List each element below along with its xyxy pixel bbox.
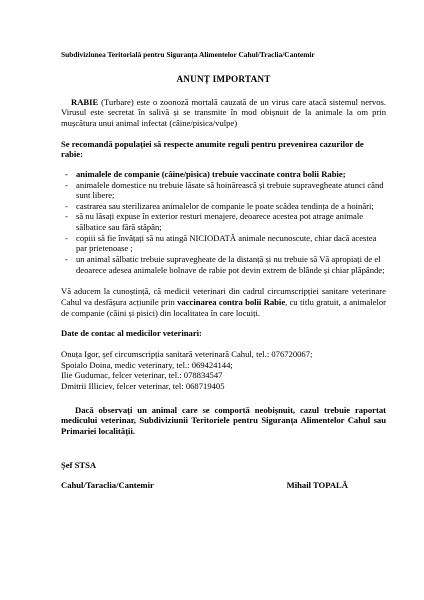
rabies-intro-paragraph [61, 97, 386, 129]
contact-line: Ilie Gudumac, felcer veterinar, tel.: 078834547 [61, 370, 223, 381]
rule-item: - animalele domestice nu trebuie lăsate să hoinărească și trebuie supravegheate atunci când sunt libere; [65, 180, 386, 201]
contacts-list [61, 349, 386, 392]
contact-line: Onuța Igor, șef circumscripția sanitară veterinară Cahul, tel.: 076720067; [61, 349, 313, 360]
announcement-title: ANUNȚ IMPORTANT [176, 74, 271, 85]
rule-item: - copiii să fie învățați să nu atingă NICIODATĂ animale necunoscute, chiar dacă acestea par prietenoase ; [65, 233, 386, 254]
signature-region: Cahul/Taraclia/Cantemir [61, 480, 154, 491]
signature-block [61, 460, 386, 491]
rabies-term: RABIE [71, 96, 99, 107]
signature-name: Mihail TOPALĂ [286, 480, 348, 491]
contact-line: Spoialo Doina, medic veterinary, tel.: 069424144; [61, 359, 233, 370]
rabies-description: (Turbare) este o zoonoză mortală cauzată de un virus care atacă sistemul nervos. Virusul este secretat în salivă și se transmite în mod obișnuit de la animale la om prin mușcătura unui animal infectat (câine/pisica/vulpe) [61, 96, 386, 128]
vaccination-notice-bold: vaccinarea contra bolii Rabie [177, 297, 286, 308]
contact-line: Dmitrii Illiciev, felcer veterinar, tel: 068719405 [61, 381, 225, 392]
contacts-title: Date de contac al medicilor veterinari: [61, 328, 202, 339]
recommendations-title: Se recomandă populației să respecte anumite reguli pentru prevenirea cazurilor de rabie: [61, 138, 364, 160]
rule-item: - un animal sălbatic trebuie supravegheate de la distanță și nu trebuie să Vă apropiați de el deoarece adesea animalele bolnave de rabie pot devin extrem de blânde și chiar plăpânde; [65, 254, 386, 275]
rule-item: - să nu lăsați expuse în exterior resturi menajere, deoarece acestea pot atrage animale sălbatice sau fără stăpân; [65, 211, 386, 232]
vaccination-notice-text-1: Vă aducem la cunoștință, că medicii veterinari din cadrul circumscripției sanitare veterinare Cahul va desfășura acțiunile prin [61, 286, 386, 308]
report-notice: Dacă observați un animal care se comportă neobișnuit, cazul trebuie raportat medicului veterinar, Subdiviziunii Teritoriele pentru Siguranța Alimentelor Cahul sau Primariei localității. [61, 404, 386, 436]
signature-role: Șef STSA [61, 459, 97, 470]
rule-item: - castrarea sau sterilizarea animalelor de companie le poate scădea tendința de a hoinări; [65, 201, 386, 212]
prevention-rules-list [61, 169, 386, 276]
vaccination-notice-text-2: , cu titlu gratuit, a animalelor de companie (câini și pisici) din localitatea în care locuiți. [61, 297, 386, 318]
rule-item: - animalele de companie (câine/pisica) trebuie vaccinate contra bolii Rabie; [65, 169, 386, 180]
organization-header: Subdiviziunea Teritorială pentru Siguranța Alimentelor Cahul/Traclia/Cantemir [61, 50, 315, 59]
vaccination-notice-paragraph [61, 286, 386, 318]
